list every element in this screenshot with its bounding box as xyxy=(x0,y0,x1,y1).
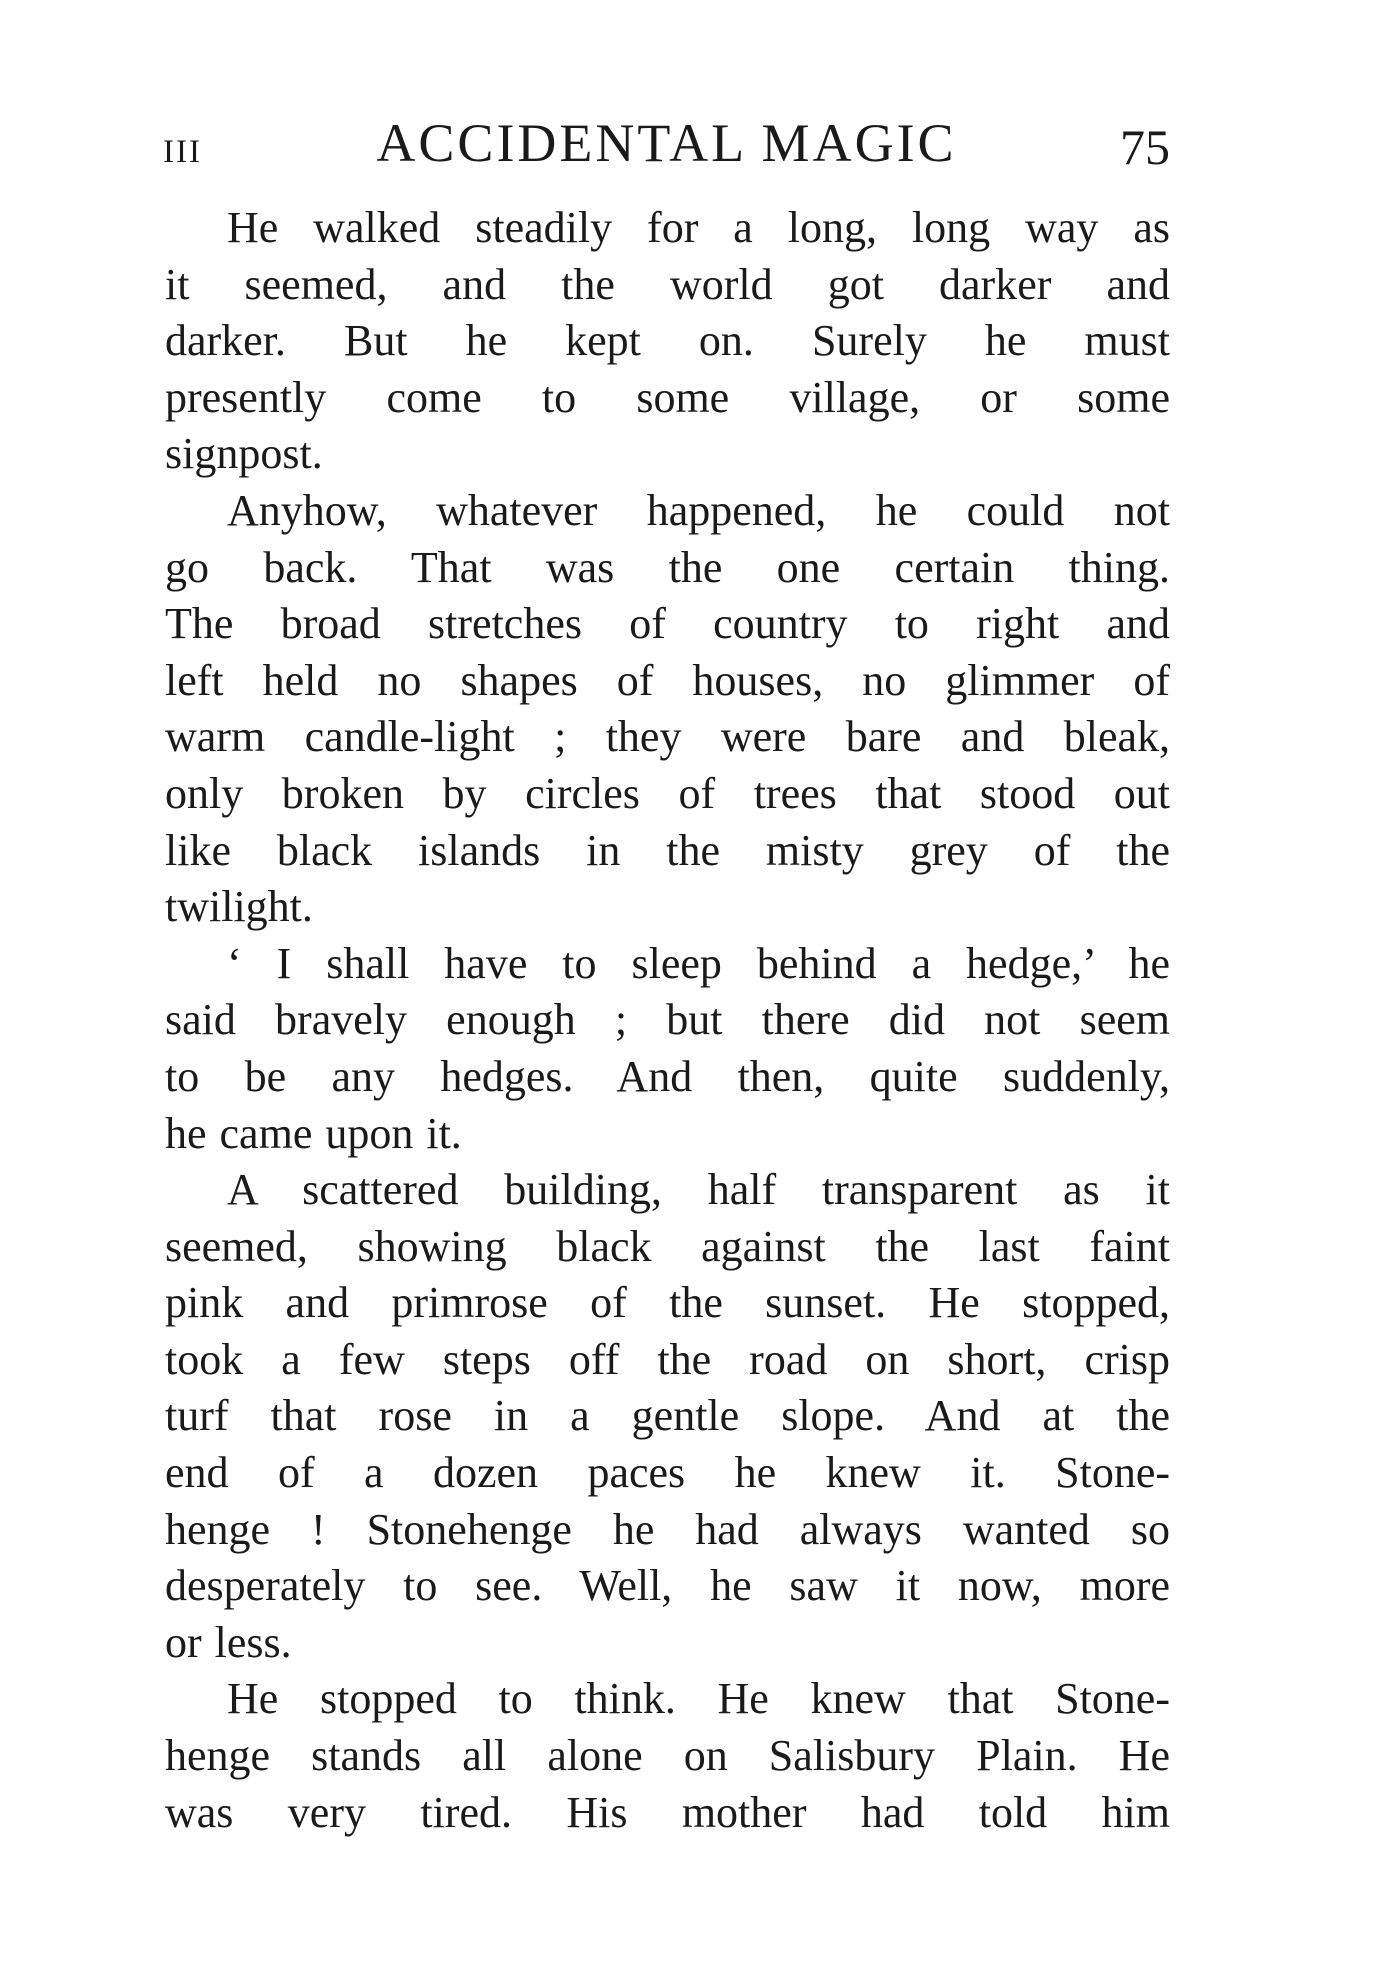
text-line: The broad stretches of country to right and xyxy=(165,599,1170,649)
text-line: seemed, showing black against the last faint xyxy=(165,1221,1170,1271)
text-line: darker. But he kept on. Surely he must xyxy=(165,316,1170,366)
text-line: was very tired. His mother had told him xyxy=(165,1787,1170,1837)
body-text xyxy=(165,200,1170,1841)
text-line: end of a dozen paces he knew it. Stone- xyxy=(165,1448,1170,1498)
text-line: signpost. xyxy=(165,429,323,479)
text-line: or less. xyxy=(165,1617,292,1667)
text-line: said bravely enough ; but there did not seem xyxy=(165,995,1170,1045)
text-line: He walked steadily for a long, long way as xyxy=(227,203,1170,252)
text-line: henge ! Stonehenge he had always wanted so xyxy=(165,1504,1170,1554)
text-line: only broken by circles of trees that stood out xyxy=(165,768,1170,818)
text-line: like black islands in the misty grey of the xyxy=(165,825,1170,875)
text-line: twilight. xyxy=(165,882,313,932)
text-line: henge stands all alone on Salisbury Plain. He xyxy=(165,1731,1170,1781)
page-number: 75 xyxy=(1120,119,1170,175)
text-line: presently come to some village, or some xyxy=(165,372,1170,422)
text-line: desperately to see. Well, he saw it now, more xyxy=(165,1561,1170,1611)
text-line: A scattered building, half transparent as it xyxy=(227,1165,1170,1215)
text-line: Anyhow, whatever happened, he could not xyxy=(227,485,1170,535)
text-line: He stopped to think. He knew that Stone- xyxy=(227,1674,1170,1724)
text-line: took a few steps off the road on short, crisp xyxy=(165,1334,1170,1384)
text-line: ‘ I shall have to sleep behind a hedge,’ he xyxy=(227,938,1170,988)
text-line: warm candle-light ; they were bare and bleak, xyxy=(165,712,1170,762)
chapter-number: III xyxy=(163,134,202,170)
text-line: to be any hedges. And then, quite suddenly, xyxy=(165,1051,1170,1101)
text-line: left held no shapes of houses, no glimmer of xyxy=(165,655,1170,705)
running-header xyxy=(163,112,1170,182)
text-line: go back. That was the one certain thing. xyxy=(165,542,1170,592)
running-title: ACCIDENTAL MAGIC xyxy=(376,113,957,173)
text-line: it seemed, and the world got darker and xyxy=(165,259,1170,309)
text-line: pink and primrose of the sunset. He stopped, xyxy=(165,1278,1170,1328)
text-line: he came upon it. xyxy=(165,1108,462,1158)
text-line: turf that rose in a gentle slope. And at the xyxy=(165,1391,1170,1441)
